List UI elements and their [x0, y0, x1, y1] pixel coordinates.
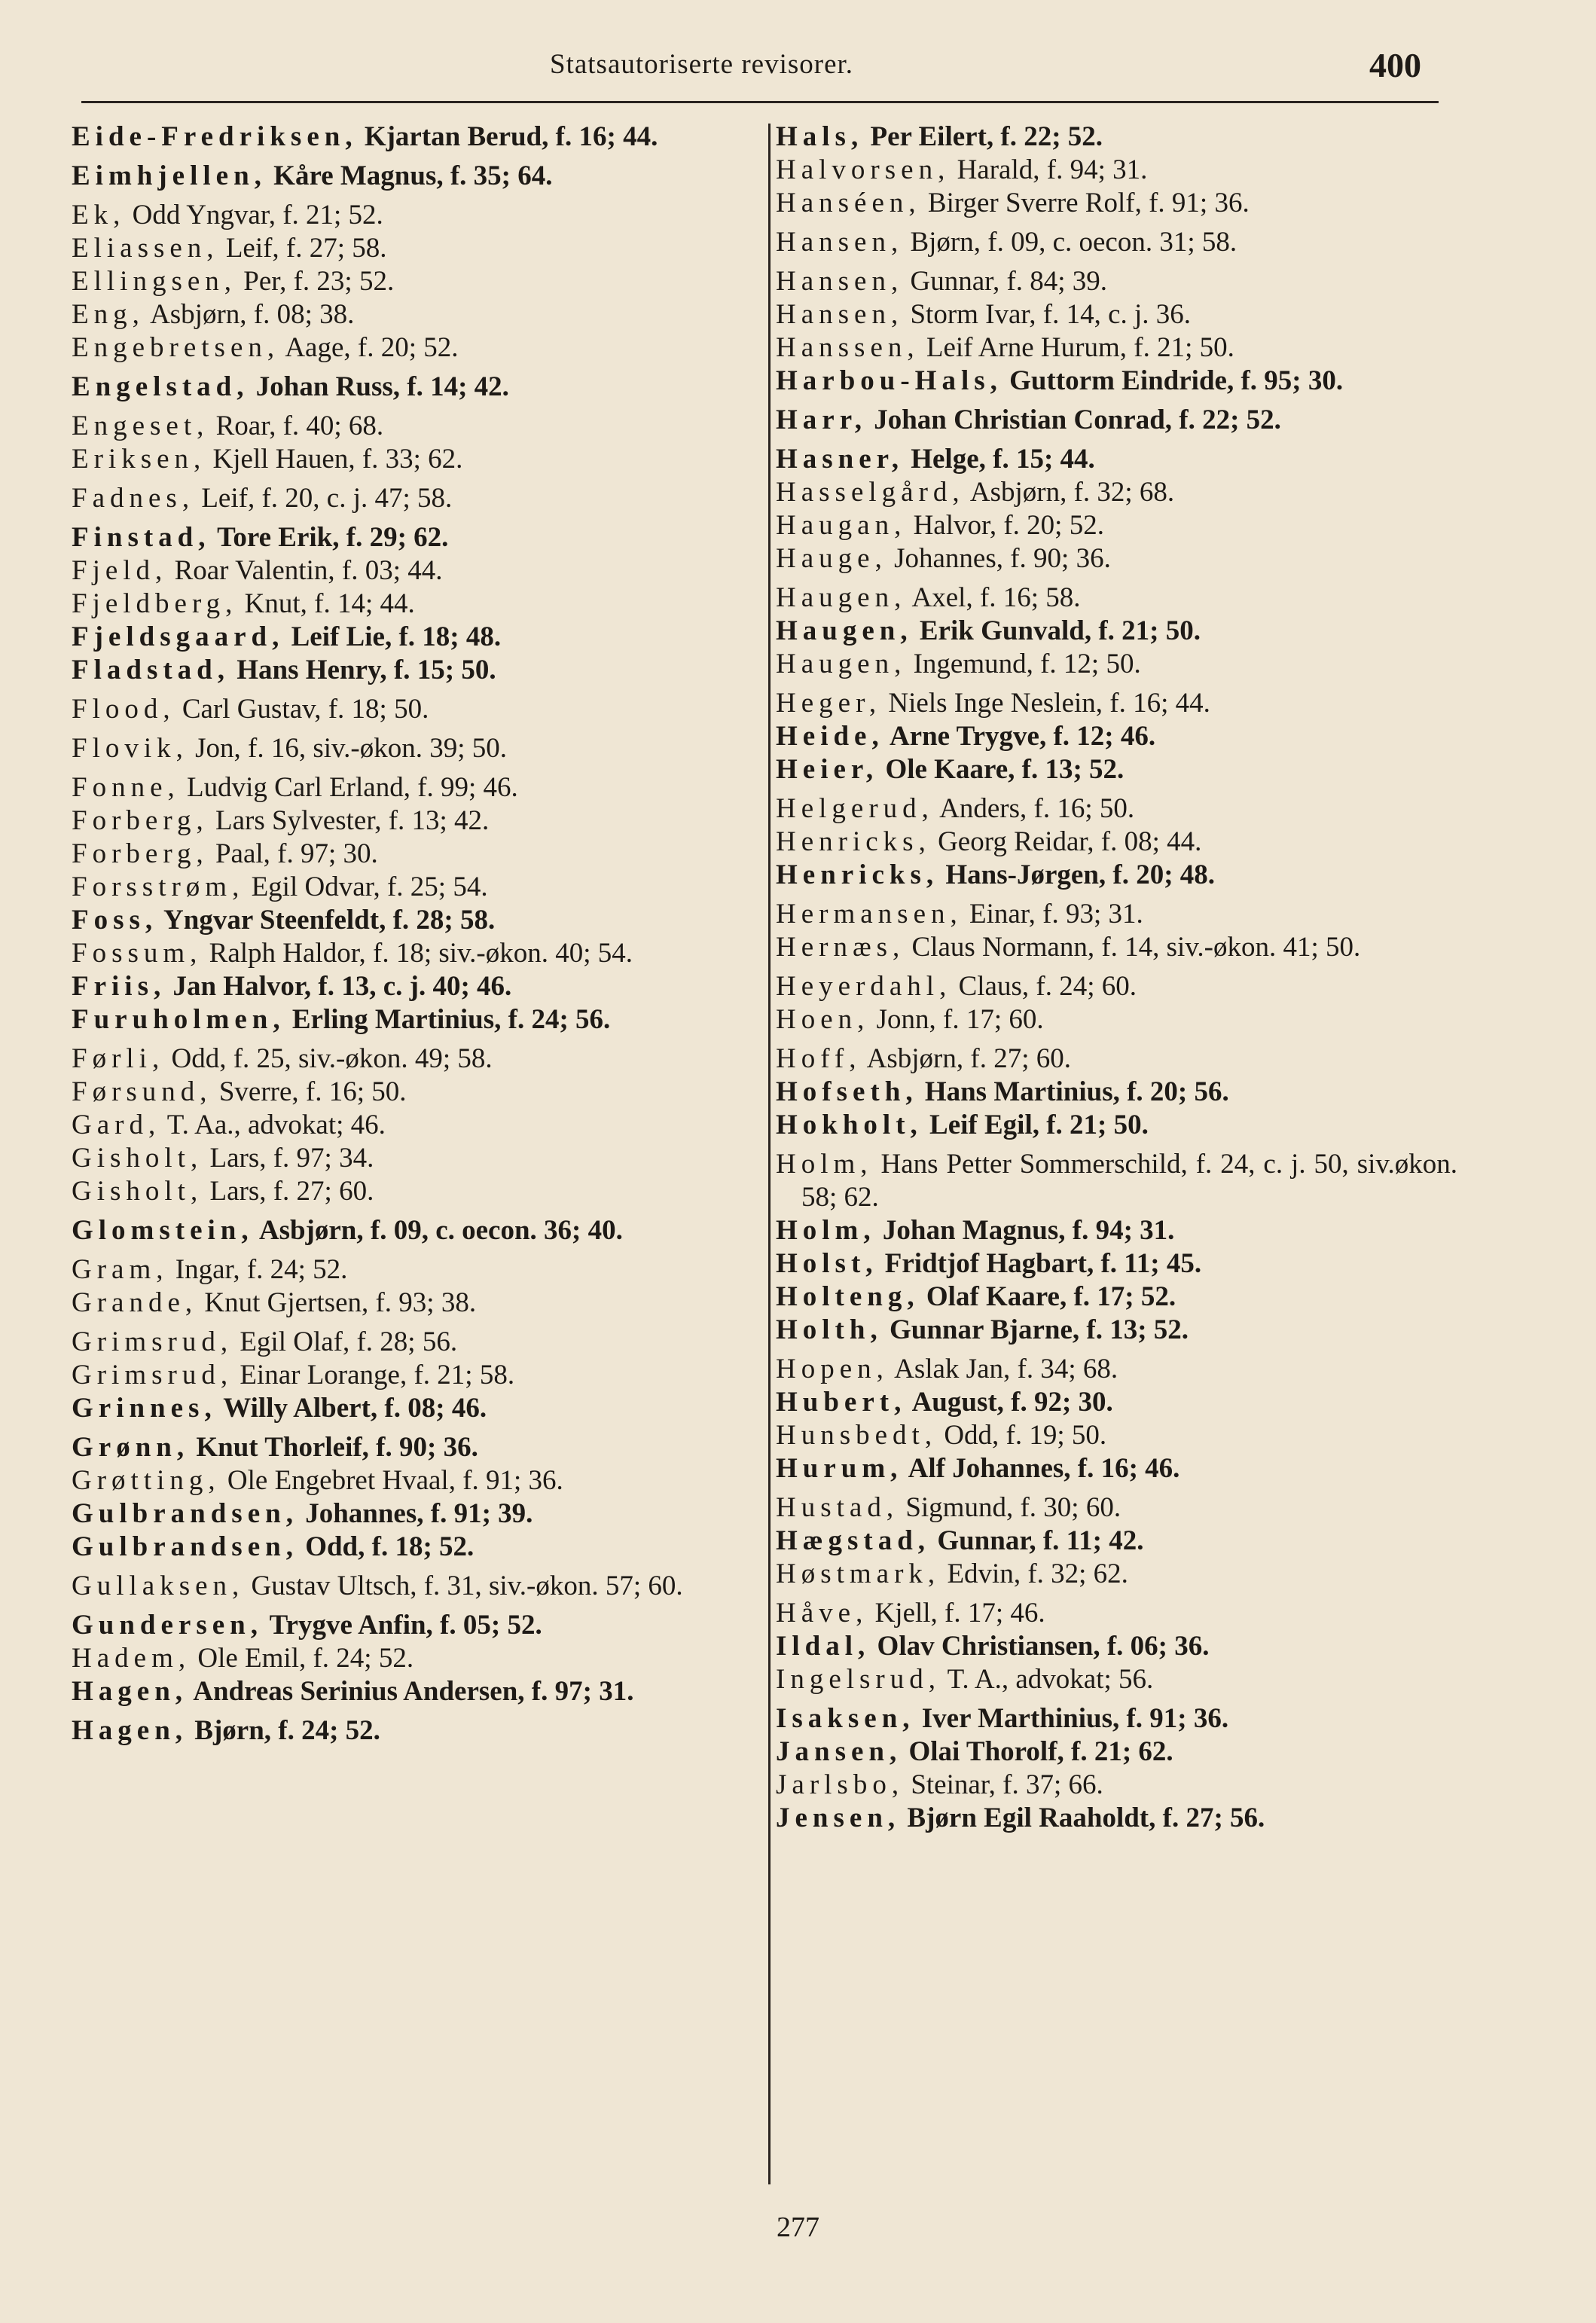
- entry-details: Johan Magnus, f. 94; 31.: [875, 1215, 1175, 1246]
- entry-surname: Eimhjellen,: [72, 160, 267, 191]
- entry-surname: Jarlsbo,: [776, 1769, 905, 1800]
- register-entry: [776, 1109, 1457, 1142]
- entry-details: Asbjørn, f. 32; 68.: [964, 477, 1175, 508]
- entry-details: Lars Sylvester, f. 13; 42.: [208, 805, 490, 836]
- entry-surname: Hauge,: [776, 543, 887, 574]
- register-entry: [72, 1431, 757, 1464]
- entry-details: T. A., advokat; 56.: [941, 1664, 1154, 1695]
- entry-details: Kjell, f. 17; 46.: [868, 1598, 1045, 1629]
- entry-surname: Hals,: [776, 121, 864, 152]
- register-entry: [72, 838, 757, 871]
- entry-surname: Hustad,: [776, 1492, 899, 1523]
- entry-details: Knut, f. 14; 44.: [237, 588, 415, 619]
- register-entry: [72, 371, 757, 404]
- entry-surname: Grande,: [72, 1287, 198, 1318]
- entry-surname: Grønn,: [72, 1432, 190, 1463]
- entry-details: Olav Christiansen, f. 06; 36.: [870, 1631, 1210, 1662]
- entry-surname: Jensen,: [776, 1803, 901, 1833]
- register-entry: [72, 443, 757, 476]
- register-entry: [776, 121, 1457, 154]
- entry-surname: Hernæs,: [776, 932, 905, 963]
- register-entry: [72, 1214, 757, 1247]
- entry-surname: Fjeld,: [72, 555, 168, 586]
- entry-surname: Grimsrud,: [72, 1360, 233, 1390]
- entry-surname: Hunsbedt,: [776, 1420, 938, 1451]
- entry-surname: Hanssen,: [776, 332, 920, 363]
- entry-surname: Foss,: [72, 905, 158, 936]
- entry-surname: Hansen,: [776, 266, 904, 297]
- entry-surname: Fossum,: [72, 938, 203, 969]
- entry-details: Bjørn Egil Raaholdt, f. 27; 56.: [900, 1803, 1265, 1833]
- register-entry: [776, 898, 1457, 931]
- entry-details: Kjartan Berud, f. 16; 44.: [357, 121, 658, 152]
- entry-details: Einar Lorange, f. 21; 58.: [233, 1360, 515, 1390]
- register-entry: [776, 970, 1457, 1003]
- left-column: [72, 121, 757, 1748]
- entry-surname: Flood,: [72, 694, 175, 725]
- entry-details: Odd Yngvar, f. 21; 52.: [125, 200, 383, 230]
- entry-surname: Ingelsrud,: [776, 1664, 941, 1695]
- register-entry: [776, 265, 1457, 298]
- register-entry: [72, 1531, 757, 1564]
- register-entry: [776, 1003, 1457, 1036]
- entry-details: Odd, f. 18; 52.: [298, 1531, 475, 1562]
- entry-details: Asbjørn, f. 08; 38.: [144, 299, 355, 330]
- entry-surname: Håve,: [776, 1598, 868, 1629]
- register-entry: [776, 615, 1457, 648]
- register-entry: [72, 1326, 757, 1359]
- entry-details: Johan Russ, f. 14; 42.: [249, 371, 509, 402]
- register-entry: [776, 1386, 1457, 1419]
- entry-details: Gunnar, f. 11; 42.: [930, 1525, 1144, 1556]
- entry-surname: Holth,: [776, 1314, 883, 1345]
- entry-details: Paal, f. 97; 30.: [208, 838, 378, 869]
- entry-surname: Hansen,: [776, 227, 904, 258]
- entry-details: Einar, f. 93; 31.: [962, 899, 1143, 930]
- entry-surname: Gundersen,: [72, 1610, 264, 1641]
- register-entry: [776, 331, 1457, 365]
- entry-surname: Eide-Fredriksen,: [72, 121, 358, 152]
- entry-surname: Finstad,: [72, 522, 211, 553]
- register-entry: [776, 859, 1457, 892]
- entry-details: Sverre, f. 16; 50.: [212, 1076, 407, 1107]
- entry-surname: Harbou-Hals,: [776, 365, 1002, 396]
- entry-surname: Hasselgård,: [776, 477, 965, 508]
- register-entry: [776, 1076, 1457, 1109]
- right-column: [776, 121, 1457, 1835]
- entry-details: Harald, f. 94; 31.: [950, 154, 1148, 185]
- entry-details: August, f. 92; 30.: [906, 1387, 1113, 1418]
- register-entry: [72, 121, 757, 154]
- entry-surname: Helgerud,: [776, 793, 934, 824]
- register-entry: [776, 404, 1457, 437]
- entry-details: Asbjørn, f. 09, c. oecon. 36; 40.: [253, 1215, 623, 1246]
- register-entry: [776, 826, 1457, 859]
- entry-surname: Glomstein,: [72, 1215, 254, 1246]
- register-entry: [72, 521, 757, 554]
- register-entry: [72, 199, 757, 232]
- entry-details: Asbjørn, f. 27; 60.: [861, 1043, 1071, 1074]
- register-entry: [72, 1076, 757, 1109]
- entry-details: Aage, f. 20; 52.: [279, 332, 459, 363]
- entry-details: Kjell Hauen, f. 33; 62.: [206, 444, 463, 475]
- register-entry: [72, 298, 757, 331]
- entry-surname: Heier,: [776, 754, 879, 785]
- entry-details: Storm Ivar, f. 14, c. j. 36.: [903, 299, 1192, 330]
- register-entry: [776, 1663, 1457, 1696]
- entry-surname: Forberg,: [72, 838, 209, 869]
- entry-details: Ludvig Carl Erland, f. 99; 46.: [179, 772, 518, 803]
- register-entry: [776, 1525, 1457, 1558]
- entry-details: Andreas Serinius Andersen, f. 97; 31.: [188, 1676, 634, 1707]
- entry-surname: Ellingsen,: [72, 266, 237, 297]
- entry-details: Birger Sverre Rolf, f. 91; 36.: [920, 188, 1250, 218]
- entry-details: Gustav Ultsch, f. 31, siv.-økon. 57; 60.: [244, 1571, 683, 1601]
- register-entry: [776, 226, 1457, 259]
- register-entry: [776, 1558, 1457, 1591]
- entry-surname: Furuholmen,: [72, 1004, 285, 1035]
- entry-surname: Eliassen,: [72, 233, 219, 264]
- entry-details: Odd, f. 25, siv.-økon. 49; 58.: [164, 1043, 493, 1074]
- entry-surname: Haugen,: [776, 582, 907, 613]
- entry-surname: Fadnes,: [72, 483, 195, 514]
- entry-surname: Henricks,: [776, 826, 931, 857]
- entry-details: Ingemund, f. 12; 50.: [906, 649, 1141, 679]
- entry-details: Erik Gunvald, f. 21; 50.: [912, 615, 1201, 646]
- register-entry: [72, 1287, 757, 1320]
- entry-surname: Forberg,: [72, 805, 209, 836]
- register-entry: [776, 1281, 1457, 1314]
- register-entry: [72, 1109, 757, 1142]
- entry-details: Guttorm Eindride, f. 95; 30.: [1002, 365, 1344, 396]
- entry-surname: Hagen,: [72, 1676, 188, 1707]
- entry-surname: Ek,: [72, 200, 126, 230]
- entry-details: Trygve Anfin, f. 05; 52.: [263, 1610, 542, 1641]
- running-title: Statsautoriserte revisorer.: [550, 49, 854, 80]
- entry-details: Claus, f. 24; 60.: [951, 971, 1137, 1002]
- register-entry: [72, 654, 757, 687]
- entry-surname: Gisholt,: [72, 1176, 203, 1207]
- register-entry: [776, 1042, 1457, 1076]
- register-entry: [72, 554, 757, 588]
- entry-surname: Engelstad,: [72, 371, 249, 402]
- entry-details: Georg Reidar, f. 08; 44.: [930, 826, 1202, 857]
- entry-details: Per Eilert, f. 22; 52.: [863, 121, 1103, 152]
- entry-surname: Grøtting,: [72, 1465, 221, 1496]
- entry-details: Hans-Jørgen, f. 20; 48.: [938, 859, 1216, 890]
- register-entry: [776, 1769, 1457, 1802]
- register-entry: [72, 970, 757, 1003]
- register-entry: [776, 582, 1457, 615]
- entry-surname: Heide,: [776, 721, 884, 752]
- entry-details: Axel, f. 16; 58.: [906, 582, 1081, 613]
- register-entry: [72, 1609, 757, 1642]
- entry-details: Iver Marthinius, f. 91; 36.: [914, 1703, 1229, 1734]
- page-header: [0, 0, 1596, 105]
- entry-surname: Heyerdahl,: [776, 971, 952, 1002]
- register-entry: [72, 1175, 757, 1208]
- entry-details: Olaf Kaare, f. 17; 52.: [919, 1281, 1176, 1312]
- entry-surname: Hoff,: [776, 1043, 862, 1074]
- register-entry: [72, 804, 757, 838]
- register-entry: [72, 588, 757, 621]
- register-entry: [776, 720, 1457, 753]
- entry-details: Ole Engebret Hvaal, f. 91; 36.: [220, 1465, 563, 1496]
- register-entry: [72, 1675, 757, 1708]
- entry-surname: Haugan,: [776, 510, 907, 541]
- entry-details: Jonn, f. 17; 60.: [869, 1004, 1044, 1035]
- entry-details: Kåre Magnus, f. 35; 64.: [266, 160, 553, 191]
- entry-surname: Flovik,: [72, 733, 188, 764]
- entry-details: Sigmund, f. 30; 60.: [899, 1492, 1121, 1523]
- entry-surname: Holm,: [776, 1149, 873, 1180]
- entry-details: Gunnar, f. 84; 39.: [903, 266, 1108, 297]
- entry-surname: Hasner,: [776, 444, 904, 475]
- entry-details: Johan Christian Conrad, f. 22; 52.: [866, 404, 1281, 435]
- register-entry: [72, 1714, 757, 1748]
- entry-surname: Fjeldberg,: [72, 588, 238, 619]
- entry-details: Ole Kaare, f. 13; 52.: [878, 754, 1125, 785]
- entry-details: Alf Johannes, f. 16; 46.: [902, 1453, 1180, 1484]
- register-entry: [776, 1802, 1457, 1835]
- register-entry: [776, 443, 1457, 476]
- register-entry: [72, 904, 757, 937]
- entry-surname: Gullaksen,: [72, 1571, 245, 1601]
- register-entry: [72, 693, 757, 726]
- register-entry: [776, 1247, 1457, 1281]
- page-number: 400: [1369, 46, 1421, 84]
- entry-surname: Fladstad,: [72, 655, 230, 685]
- entry-details: Halvor, f. 20; 52.: [906, 510, 1104, 541]
- register-entry: [72, 1042, 757, 1076]
- register-entry: [776, 931, 1457, 964]
- entry-surname: Engebretsen,: [72, 332, 280, 363]
- entry-details: Niels Inge Neslein, f. 16; 44.: [881, 688, 1210, 719]
- register-entry: [72, 937, 757, 970]
- entry-surname: Halvorsen,: [776, 154, 951, 185]
- entry-details: Knut Thorleif, f. 90; 36.: [189, 1432, 478, 1463]
- register-entry: [776, 1214, 1457, 1247]
- register-entry: [72, 410, 757, 443]
- entry-details: Roar Valentin, f. 03; 44.: [167, 555, 443, 586]
- register-entry: [776, 1419, 1457, 1452]
- register-entry: [776, 1353, 1457, 1386]
- entry-surname: Ildal,: [776, 1631, 871, 1662]
- entry-surname: Fonne,: [72, 772, 180, 803]
- register-entry: [72, 1464, 757, 1497]
- entry-surname: Isaksen,: [776, 1703, 915, 1734]
- entry-surname: Hurum,: [776, 1453, 903, 1484]
- entry-surname: Førsund,: [72, 1076, 212, 1107]
- entry-details: Ralph Haldor, f. 18; siv.-økon. 40; 54.: [202, 938, 633, 969]
- entry-details: Roar, f. 40; 68.: [209, 411, 384, 441]
- entry-details: Claus Normann, f. 14, siv.-økon. 41; 50.: [905, 932, 1361, 963]
- entry-details: Lars, f. 97; 34.: [203, 1143, 374, 1174]
- entry-details: Johannes, f. 90; 36.: [886, 543, 1111, 574]
- entry-surname: Hansen,: [776, 299, 904, 330]
- entry-details: Aslak Jan, f. 34; 68.: [888, 1354, 1118, 1384]
- entry-surname: Forsstrøm,: [72, 872, 245, 902]
- register-entry: [776, 1314, 1457, 1347]
- register-entry: [776, 1702, 1457, 1735]
- entry-surname: Hanséen,: [776, 188, 921, 218]
- register-entry: [776, 298, 1457, 331]
- entry-surname: Gulbrandsen,: [72, 1531, 298, 1562]
- register-entry: [776, 509, 1457, 542]
- entry-surname: Grimsrud,: [72, 1326, 233, 1357]
- entry-surname: Hadem,: [72, 1643, 191, 1674]
- entry-surname: Hopen,: [776, 1354, 889, 1384]
- register-entry: [72, 1253, 757, 1287]
- register-entry: [72, 621, 757, 654]
- entry-details: Lars, f. 27; 60.: [203, 1176, 374, 1207]
- entry-surname: Engeset,: [72, 411, 209, 441]
- register-entry: [72, 331, 757, 365]
- entry-details: Yngvar Steenfeldt, f. 28; 58.: [157, 905, 496, 936]
- entry-surname: Haugen,: [776, 649, 907, 679]
- entry-surname: Gisholt,: [72, 1143, 203, 1174]
- entry-details: Hans Henry, f. 15; 50.: [230, 655, 496, 685]
- register-entry: [72, 732, 757, 765]
- entry-surname: Fjeldsgaard,: [72, 621, 285, 652]
- entry-details: Hans Petter Sommerschild, f. 24, c. j. 50, siv.økon. 58; 62.: [801, 1149, 1457, 1213]
- register-entry: [776, 187, 1457, 220]
- entry-details: Bjørn, f. 24; 52.: [188, 1715, 380, 1746]
- entry-details: Anders, f. 16; 50.: [933, 793, 1135, 824]
- entry-details: Per, f. 23; 52.: [237, 266, 395, 297]
- entry-surname: Holteng,: [776, 1281, 920, 1312]
- entry-details: Jon, f. 16, siv.-økon. 39; 50.: [188, 733, 507, 764]
- entry-details: Steinar, f. 37; 66.: [904, 1769, 1103, 1800]
- register-entry: [72, 232, 757, 265]
- entry-surname: Heger,: [776, 688, 882, 719]
- entry-details: Jan Halvor, f. 13, c. j. 40; 46.: [166, 971, 512, 1002]
- entry-surname: Holm,: [776, 1215, 876, 1246]
- register-entry: [776, 1148, 1457, 1214]
- entry-surname: Gram,: [72, 1254, 169, 1285]
- entry-details: T. Aa., advokat; 46.: [160, 1110, 386, 1140]
- entry-surname: Hubert,: [776, 1387, 907, 1418]
- entry-details: Bjørn, f. 09, c. oecon. 31; 58.: [903, 227, 1237, 258]
- entry-surname: Eriksen,: [72, 444, 206, 475]
- register-entry: [72, 1359, 757, 1392]
- entry-surname: Grinnes,: [72, 1393, 217, 1424]
- register-entry: [776, 792, 1457, 826]
- entry-details: Knut Gjertsen, f. 93; 38.: [197, 1287, 477, 1318]
- register-entry: [776, 1630, 1457, 1663]
- entry-details: Fridtjof Hagbart, f. 11; 45.: [877, 1248, 1202, 1279]
- entry-surname: Friis,: [72, 971, 166, 1002]
- entry-surname: Hoen,: [776, 1004, 870, 1035]
- entry-details: Helge, f. 15; 44.: [903, 444, 1095, 475]
- entry-surname: Hermansen,: [776, 899, 963, 930]
- register-entry: [72, 1497, 757, 1531]
- entry-details: Tore Erik, f. 29; 62.: [210, 522, 449, 553]
- column-divider: [768, 124, 771, 2184]
- entry-surname: Eng,: [72, 299, 145, 330]
- register-entry: [776, 687, 1457, 720]
- register-entry: [776, 1597, 1457, 1630]
- entry-surname: Hægstad,: [776, 1525, 931, 1556]
- register-entry: [72, 871, 757, 904]
- entry-surname: Hofseth,: [776, 1076, 918, 1107]
- register-entry: [72, 1142, 757, 1175]
- entry-details: Leif, f. 20, c. j. 47; 58.: [194, 483, 453, 514]
- entry-surname: Henricks,: [776, 859, 939, 890]
- entry-details: Leif Lie, f. 18; 48.: [284, 621, 502, 652]
- folio-number: 277: [777, 2212, 819, 2243]
- register-entry: [72, 160, 757, 193]
- entry-details: Leif, f. 27; 58.: [218, 233, 387, 264]
- register-entry: [72, 1570, 757, 1603]
- register-entry: [776, 753, 1457, 786]
- register-entry: [72, 1642, 757, 1675]
- register-entry: [776, 365, 1457, 398]
- entry-details: Olai Thorolf, f. 21; 62.: [902, 1736, 1173, 1767]
- entry-details: Carl Gustav, f. 18; 50.: [175, 694, 429, 725]
- entry-surname: Jansen,: [776, 1736, 902, 1767]
- entry-details: Arne Trygve, f. 12; 46.: [883, 721, 1156, 752]
- entry-surname: Førli,: [72, 1043, 165, 1074]
- entry-details: Johannes, f. 91; 39.: [298, 1498, 533, 1529]
- entry-details: Leif Arne Hurum, f. 21; 50.: [919, 332, 1234, 363]
- register-entry: [72, 1003, 757, 1036]
- entry-details: Leif Egil, f. 21; 50.: [922, 1110, 1149, 1140]
- register-entry: [776, 648, 1457, 681]
- register-entry: [776, 1452, 1457, 1485]
- register-entry: [776, 1491, 1457, 1525]
- entry-surname: Gulbrandsen,: [72, 1498, 298, 1529]
- entry-details: Willy Albert, f. 08; 46.: [216, 1393, 487, 1424]
- register-entry: [776, 154, 1457, 187]
- entry-details: Ole Emil, f. 24; 52.: [191, 1643, 414, 1674]
- register-entry: [72, 482, 757, 515]
- entry-surname: Haugen,: [776, 615, 913, 646]
- register-entry: [776, 476, 1457, 509]
- entry-details: Egil Olaf, f. 28; 56.: [233, 1326, 458, 1357]
- register-entry: [776, 542, 1457, 575]
- register-entry: [72, 771, 757, 804]
- entry-details: Gunnar Bjarne, f. 13; 52.: [882, 1314, 1189, 1345]
- entry-surname: Gard,: [72, 1110, 161, 1140]
- entry-surname: Holst,: [776, 1248, 878, 1279]
- register-entry: [776, 1735, 1457, 1769]
- entry-surname: Høstmark,: [776, 1558, 941, 1589]
- entry-details: Ingar, f. 24; 52.: [168, 1254, 348, 1285]
- entry-details: Erling Martinius, f. 24; 56.: [285, 1004, 611, 1035]
- header-rule: [81, 101, 1439, 103]
- entry-details: Egil Odvar, f. 25; 54.: [244, 872, 488, 902]
- register-entry: [72, 1392, 757, 1425]
- entry-surname: Hagen,: [72, 1715, 188, 1746]
- entry-details: Hans Martinius, f. 20; 56.: [917, 1076, 1229, 1107]
- entry-surname: Hokholt,: [776, 1110, 923, 1140]
- entry-details: Edvin, f. 32; 62.: [940, 1558, 1128, 1589]
- entry-details: Odd, f. 19; 50.: [937, 1420, 1107, 1451]
- entry-surname: Harr,: [776, 404, 867, 435]
- register-entry: [72, 265, 757, 298]
